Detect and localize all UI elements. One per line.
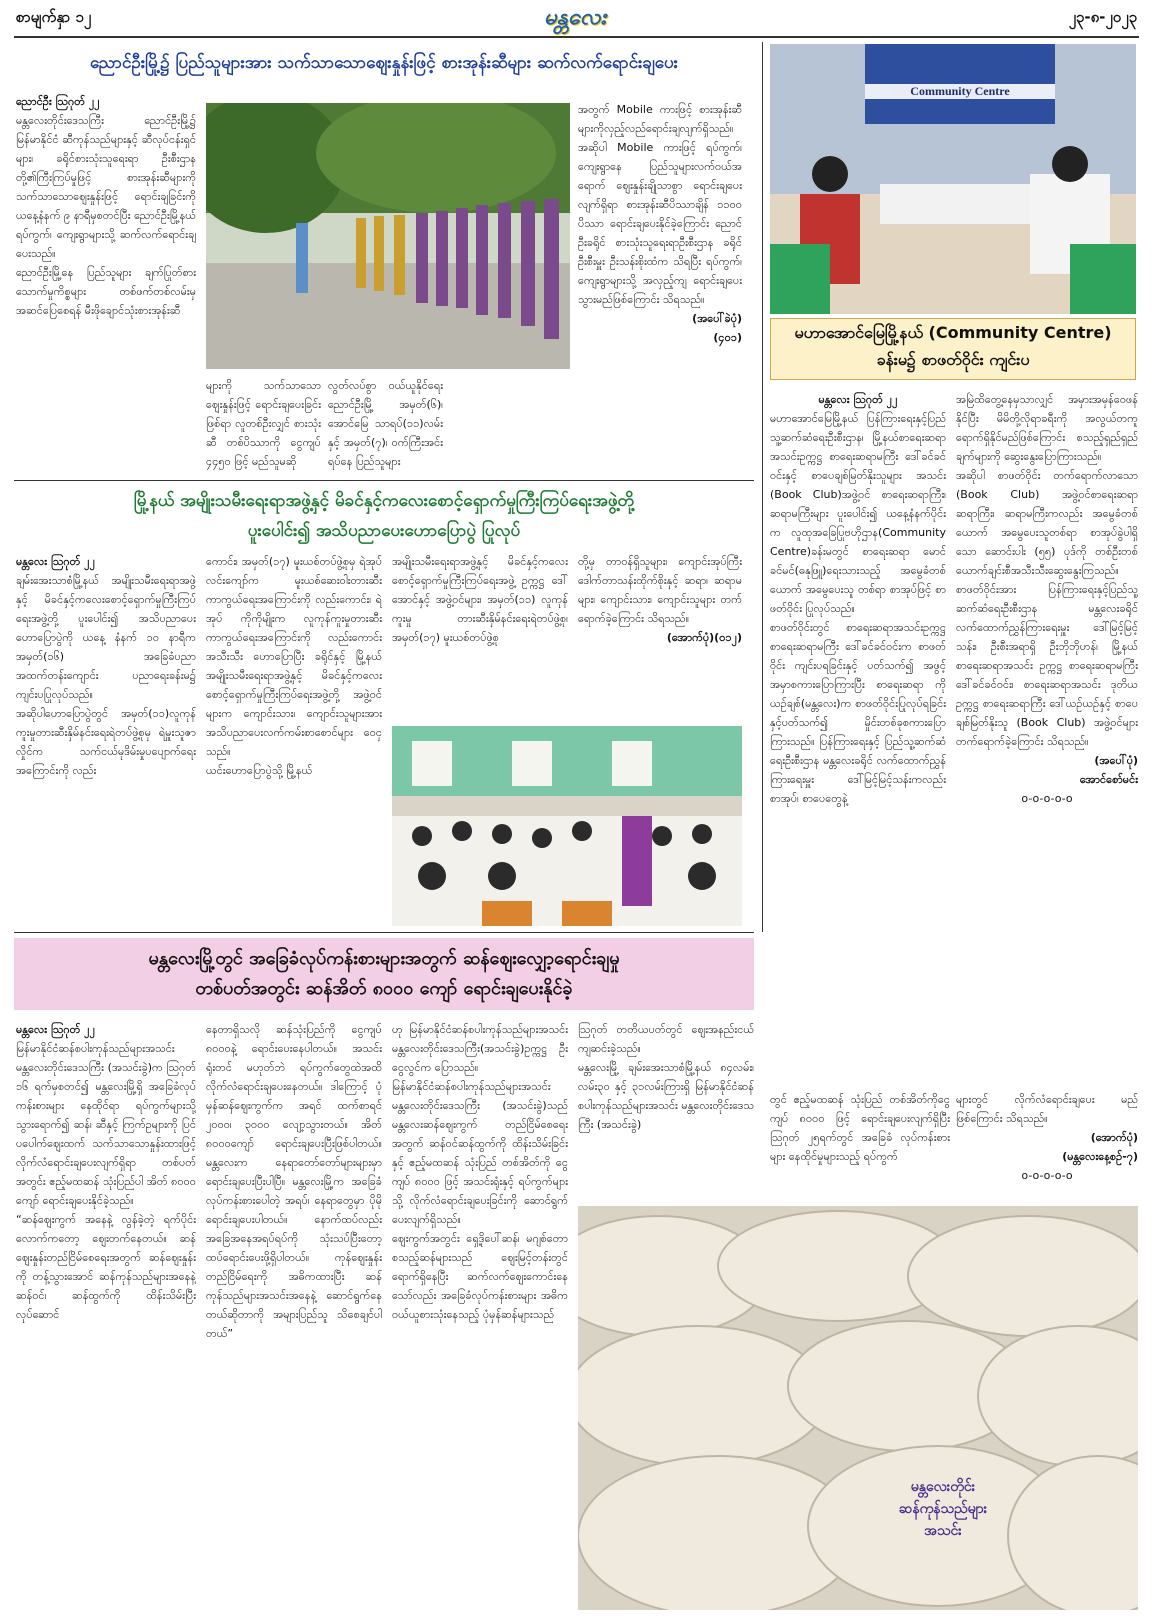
article3-col1b-text: “ဆန်ဈေးကွက် အနေနဲ့ လွန်ခဲ့တဲ့ ရက်ပိုင်းလောက်ကတော့ ဈေးတက်နေတယ်။ ဆန်ဈေးနှုန်းတည်ငြိမ်စေရေးအတွက် ဆန်ဈေးနှုန်းကို တန့်သွားအောင် ဆန်ကုန်သည်များအနေနဲ့ ဆန်ဝင်၊ ဆန်ထွက်ကို ထိန်းသိမ်းပြီး လုပ်ဆောင် — [16, 1213, 196, 1321]
community-banner-text: Community Centre — [865, 84, 1055, 99]
community-col2 — [956, 390, 1138, 1080]
masthead-text: မန္တလေး — [543, 5, 607, 30]
divider-vertical — [762, 42, 763, 932]
article1-credit: (အပေါ်ခဲပုံ) — [692, 312, 742, 325]
article3-col2: နေတာရှိသလို ဆန်သုံးပြည်ကို ငွေကျပ် ၈၀၀၀နဲ့ ရောင်းပေးနေပါတယ်။ အသင်းရုံးတင် မဟုတ်ဘဲ ရပ်ကွက်တွေထဲအထိ လိုက်လံရောင်းချပေးနေတယ်။ ဒါကြောင့် ပုံမှန်ဆန်ဈေးကွက်က အရင် ထက်စာရင် ၂၀၀၀၊ ၃၀၀၀ လျော့သွားတယ်။ အိတ် ၈၀၀၀ကျော် ရောင်းချပေးပြီးဖြစ်ပါတယ်။ မန္တလေးက နေရာတော်တော်များများမှာ ရောင်းချပေးပြီးပါပြီ။ မန္တလေးမြို့က အခြေခံလုပ်ကန်းစားပေါတဲ့ အရပ်၊ နေရာတွေမှာ ပိုမို ရောင်းချပေးပါတယ်။ နောက်ထပ်လည်း အခြေအနေအရပ်ရပ်ကို သုံးသပ်ပြီးတော့ ထပ်ရောင်းပေးဖို့ရှိပါတယ်။ ကုန်ဈေးနှုန်း တည်ငြိမ်ရေးကို အဓိကထားပြီး ဆန်ကုန်သည်များအသင်းအနေနဲ့ ဆောင်ရွက်နေတယ်ဆိုတာကို အများပြည်သူ သိစေချင်ပါတယ်” — [206, 1023, 382, 1340]
article2-credit: (အောက်ပုံ)(၀၁၂) — [666, 631, 742, 644]
article2-col4-text: တို့မှ တာဝန်ရှိသူများ၊ ကျောင်းအုပ်ကြီး ဒေါက်တာသန်းထိုက်စိုးနှင့် ဆရာ၊ ဆရာမများ၊ ကျောင်းသား၊ ကျောင်းသူများ တက်ရောက်ခဲ့ကြောင်း သိရသည်။ — [578, 555, 742, 625]
article2-col3: အမျိုးသမီးရေးရာအဖွဲ့နှင့် မိခင်နှင့်ကလေးစောင့်ရှောက်မှုကြီးကြပ်ရေးအဖွဲ့ ဥက္ကဋ္ဌ ဒေါ်အောင်နှင့် အဖွဲ့ဝင်များ၊ အမှတ်(၁၁) လူကုန်ကူးမှု တားဆီးနှိမ်နင်းရေးရဲတပ်ဖွဲ့စု၊ အမှတ်(၁၇) မူးယစ်တပ်ဖွဲ့စု — [392, 555, 568, 644]
community-col1-text: မဟာအောင်မြေမြို့နယ် ပြန်ကြားရေးနှင့်ပြည်သူ့ဆက်ဆံရေးဦးစီးဌာန၊ မြို့နယ်စာရေးဆရာအသင်းဥက္ကဋ္ဌ စာရေးဆရာမကြီး ဒေါ်ခင်ခင်ဝင်းနှင့် စာပေချစ်မြတ်နိုးသူများ အသင်း (Book Club)အဖွဲ့ဝင် စာရေးဆရာကြီး၊ ဆရာမကြီးများ ပူးပေါင်း၍ ယနေ့နံနက်ပိုင်းက လူထုအခြေပြုဗဟိုဌာန(Community Centre)ခန်းမတွင် စာရေးဆရာ မောင်ခင်မင်(ဓနုဖြူ)ရေးသားသည့် အမွေခံတစ်ယောက် အမွေပေးသူ တစ်ရာ စာအုပ်ဖြင့် စာဖတ်ဝိုင်း ပြုလုပ်သည်။ — [770, 412, 946, 615]
article3-col3-text: ဟု မြန်မာနိုင်ငံဆန်စပါးကုန်သည်များအသင်း မန္တလေးတိုင်းဒေသကြီး(အသင်းခွဲ)ဥက္ကဋ္ဌ ဦးငွေလွင်က ပြောသည်။ — [392, 1023, 568, 1074]
community-caption-line1: မဟာအောင်မြေမြို့နယ် (Community Centre) — [794, 323, 1112, 342]
article3-title-line2: တစ်ပတ်အတွင်း ဆန်အိတ် ၈၀၀၀ ကျော် ရောင်းချပေးနိုင်ခဲ့ — [195, 978, 573, 999]
community-caption-line2: ခန်းမ၌ စာဖတ်ဝိုင်း ကျင်းပ — [876, 350, 1030, 369]
article1-title: ညောင်ဦးမြို့၌ ပြည်သူများအား သက်သာသောဈေးနှုန်းဖြင့် စားအုန်းဆီများ ဆက်လက်ရောင်းချပေး — [90, 53, 678, 73]
article3-col4b-text: မန္တလေးမြို့ ချမ်းအေးသာစံမြို့နယ် ၈၄လမ်း၊ လမ်း၃၀ နှင့် ၃၁လမ်းကြားရှိ မြန်မာနိုင်ငံဆန်စပါးကုန်သည်များအသင်း မန္တလေးတိုင်းဒေသကြီး (အသင်းခွဲ) — [578, 1061, 754, 1131]
bag-label — [868, 1476, 1018, 1542]
article2-title — [14, 486, 754, 546]
community-caption — [770, 318, 1136, 380]
article3-col3 — [392, 1020, 568, 1612]
community-credit: (အပေါ်ပုံ) — [1094, 754, 1138, 767]
community-col2-text: အမြဲထိတွေ့နေမှသာလျှင် အမှားအမှန်ဝေဖန်နိုင်ပြီး မိမိတို့လိုရာခရီးကို အလွယ်တကူ ရောက်ရှိနိုင်မည်ဖြစ်ကြောင်း စသည့်ရှည်ရှည်ချက်များကို ဆွေးနွေးပြောကြားသည်။ — [956, 393, 1138, 463]
article1-col2: များကို သက်သာသောဈေးနှုန်းဖြင့် ရောင်းချပေးခြင်းဖြစ်ရာ လူတစ်ဦးလျှင် စားသုံးဆီ တစ်ပိဿာကို ငွေကျပ် ၄၄၅၀ ဖြင့် မည်သူမဆို — [206, 379, 321, 468]
article2-col2b-text: ယင်းဟောပြောပွဲသို့ မြို့နယ် — [206, 764, 313, 777]
article3-byline: မန္တလေး ဩဂုတ် ၂၂ — [16, 1023, 95, 1036]
bag-label-line3: အသင်း — [924, 1523, 962, 1539]
community-col1 — [770, 390, 946, 1070]
community-photo — [770, 44, 1136, 314]
article3-col3c-text: ဈေးကွက်အတွင်း ရှေ့ဒိုပေါ်ဆန်၊ မဂျစ်တော စသည့်ဆန်များသည် ဈေးမြင့်တန်းတွင် ရောက်ရှိနေပြီး ဆက်လက်ဈေးကောင်းနေသော်လည်း အခြေခံလုပ်ကန်းစားများ အဓိက ဝယ်ယူစားသုံးနေသည့် ပုံမှန်ဆန်များသည် — [392, 1232, 568, 1321]
masthead-logo — [500, 2, 650, 38]
article1-col4-text: အတွက် Mobile ကားဖြင့် စားအုန်းဆီများကိုလှည့်လည်ရောင်းချလျက်ရှိသည်။ အဆိုပါ Mobile ကားဖြင့် ရပ်ကွက်၊ ကျေးရွာနေ ပြည်သူများလက်ဝယ်အရောက် ဈေးနှုန်းချိုသာစွာ ရောင်းချပေးလျက်ရှိရာ စားအုန်းဆီပိဿာချိန် ၁၁၀၀ ပိဿာ ရောင်းချပေးနိုင်ခဲ့ကြောင်း ညောင်ဦးခရိုင် စားသုံးသူရေးရာဦးစီးဌာန ခရိုင်ဦးစီးမှူး ဦးသန်းစိုးထံက သိရပြီး ရပ်ကွက်၊ ကျေးရွာများသို့ အလှည့်ကျ ရောင်းချပေးသွားမည်ဖြစ်ကြောင်း သိရသည်။ — [578, 103, 742, 306]
article1-col1-text: မန္တလေးတိုင်းဒေသကြီး ညောင်ဦးမြို့၌ မြန်မာနိုင်ငံ ဆီကုန်သည်များနှင့် ဆီလုပ်ငန်းရှင်များ၊ ခရိုင်စားသုံးသူရေးရာ ဦးစီးဌာနတို့၏ကြီးကြပ်မှုဖြင့် စားအုန်းဆီများကို သက်သာသောဈေးနှုန်းဖြင့် ရောင်းချခြင်းကို ယနေ့နံနက် ၉ နာရီမှစတင်ပြီး ညောင်ဦးမြို့နယ် ရပ်ကွက်၊ ကျေးရွာများသို့ ဆက်လက်ရောင်းချပေးသည်။ — [16, 114, 196, 260]
article3-col4-text: ဩဂုတ် တတိယပတ်တွင် ဈေးအနည်းငယ် ကျဆင်းခဲ့သည်။ — [578, 1023, 754, 1055]
article3-title-box — [14, 938, 754, 1010]
article3-credit: (အောက်ပုံ) — [1090, 1131, 1138, 1144]
article3-separator: o-o-o-o-o — [1021, 1169, 1073, 1182]
article2-title-line2: ပူးပေါင်း၍ အသိပညာပေးဟောပြောပွဲ ပြုလုပ် — [247, 521, 521, 541]
issue-date: ၂၃-၈-၂၀၂၃ — [1068, 8, 1137, 26]
article2-col2-text: ကောင်း၊ အမှတ်(၁၇) မူးယစ်တပ်ဖွဲ့စုမှ ရဲအုပ် လင်းကျော်က မူးယစ်ဆေးဝါးတားဆီးကာကွယ်ရေးအကြောင်းကို လည်းကောင်း၊ ရဲအုပ် ကိုကိုမျိုးက လူကုန်ကူးမှုတားဆီးကာကွယ်ရေးအကြောင်းကို လည်းကောင်း အသီးသီး ဟောပြောပြီး ခရိုင်နှင့် မြို့နယ် အမျိုးသမီးရေးရာအဖွဲ့နှင့် မိခင်နှင့်ကလေး စောင့်ရှောက်မှုကြီးကြပ်ရေးအဖွဲ့တို့ အဖွဲ့ဝင်များက ကျောင်းသား၊ ကျောင်းသူများအား အသိပညာပေးလက်ကမ်းစာစောင်များ ဝေငှသည်။ — [206, 555, 382, 758]
article3-col6-text: များတွင် လိုက်လံရောင်းချပေး မည်ဖြစ်ကြောင်း သိရသည်။ — [956, 1093, 1138, 1125]
article3-col1-text: မြန်မာနိုင်ငံဆန်စပါးကုန်သည်များအသင်း မန္တလေးတိုင်းဒေသကြီး (အသင်းခွဲ)က ဩဂုတ် ၁၆ ရက်မှစတင်၍ မန္တလေးမြို့ရှိ အခြေခံလုပ်ကန်းစားများ နေထိုင်ရာ ရပ်ကွက်များသို့ သွားရောက်၍ ဆန်၊ ဆီနှင့် ကြက်ဥများကို ပြင်ပပေါက်ဈေးထက် သက်သာသောနှုန်းထားဖြင့် လိုက်လံရောင်းချပေးလျက်ရှိရာ တစ်ပတ်အတွင်း ဧည့်မထဆန် သုံးပြည်ပါ အိတ် ၈၀၀၀ ကျော် ရောင်းချပေးနိုင်ခဲ့သည်။ — [16, 1042, 196, 1207]
rice-bags-photo — [578, 1206, 1138, 1610]
article3-col4 — [578, 1020, 754, 1196]
bag-label-line2: ဆန်ကုန်သည်များ — [898, 1501, 988, 1517]
article3-col5: တွင် ဧည့်မထဆန် သုံးပြည် တစ်အိတ်ကိုငွေကျပ် ၈၀၀၀ ဖြင့် ရောင်းချပေးလျက်ရှိပြီး ဩဂုတ် ၂၅ရက်တွင် အခြေခံ လုပ်ကန်းစားများ နေထိုင်မှုများသည့် ရပ်ကွက် — [770, 1093, 950, 1163]
divider-article2 — [14, 932, 754, 933]
community-col1b-text: စာဖတ်ဝိုင်းတွင် စာရေးဆရာအသင်းဥက္ကဋ္ဌ စာရေးဆရာမကြီး ဒေါ်ခင်ခင်ဝင်းက စာဖတ်ဝိုင်း ကျင်းပရခြင်းနှင့် ပတ်သက်၍ အဖွင့်အမှာစကားပြောကြားပြီး စာရေးဆရာ ကိုယဉ်ချစ်(မန္တလေး)က စာဖတ်ဝိုင်းပြုလုပ်ရခြင်းနှင့်ပတ်သက်၍ မှိုင်းတစ်ခုစကားပြောကြားသည်။ ပြန်ကြားရေးနှင့် ပြည်သူ့ဆက်ဆံရေးဦးစီးဌာန မန္တလေးခရိုင် လက်ထောက်ညွှန်ကြားရေးမှူး ဒေါ်မြင့်မြင့်သန်းကလည်း စာအုပ်၊ စာပေတွေနဲ့ — [770, 621, 946, 805]
bag-label-line1: မန္တလေးတိုင်း — [910, 1479, 976, 1495]
article2-col1 — [16, 552, 196, 928]
article3-col3b-text: မြန်မာနိုင်ငံဆန်စပါးကုန်သည်များအသင်း မန္တလေးတိုင်းဒေသကြီး (အသင်းခွဲ)သည် မန္တလေးဆန်ဈေးကွက် တည်ငြိမ်စေရေးအတွက် ဆန်ဝင်ဆန်ထွက်ကို ထိန်းသိမ်းခြင်းနှင့် ဧည့်မထဆန် သုံးပြည် တစ်အိတ်ကို ငွေကျပ် ၈၀၀၀ ဖြင့် အသင်းရုံးနှင့် ရပ်ကွက်များသို့ လိုက်လံရောင်းချပေးခြင်းကို ဆောင်ရွက်ပေးလျက်ရှိသည်။ — [392, 1080, 568, 1226]
queue-photo — [206, 103, 570, 369]
community-author: အောင်စော်မင်း — [1079, 773, 1138, 786]
article1-col1b-text: ညောင်ဦးမြို့နေ ပြည်သူများ ချက်ပြုတ်စားသောက်မှုကိစ္စများ တစ်ဖက်တစ်လမ်းမှအဆင်ပြေစေရန် မီးဖိုချောင်သုံးစားအုန်းဆီ — [16, 266, 196, 317]
article2-col1-text: ချမ်းအေးသာစံမြို့နယ် အမျိုးသမီးရေးရာအဖွဲ့နှင့် မိခင်နှင့်ကလေးစောင့်ရှောက်မှုကြီးကြပ်ရေးအဖွဲ့တို့ ပူးပေါင်း၍ အသိပညာပေးဟောပြောပွဲကို ယနေ့ နံနက် ၁၀ နာရီက အမှတ်(၁၆) အခြေခံပညာ အထက်တန်းကျောင်း ပညာရေးခန်းမ၌ ကျင်းပပြုလုပ်သည်။ — [16, 574, 196, 701]
article1-col3: လွတ်လပ်စွာ ဝယ်ယူနိုင်ရေး ညောင်ဦးမြို့ အမှတ်(၆)၊ အောင်မြေ သာရပ်(၁၁)လမ်းနှင့် အမှတ်(၇)၊ ဝက်ကြီးအင်းရပ်နေ ပြည်သူများ — [328, 379, 443, 468]
community-separator: o-o-o-o-o — [1021, 792, 1073, 805]
article2-col1b-text: အဆိုပါဟောပြောပွဲတွင် အမှတ်(၁၁)လူကုန်ကူးမှုတားဆီးနှိမ်နင်းရေးရဲတပ်ဖွဲ့စုမှ ရဲမှူးသူဇာလှိုင်က သက်ငယ်မုဒိမ်းမှုပပျောက်ရေးအကြောင်းကို လည်း — [16, 707, 196, 777]
article2-title-line1: မြို့နယ် အမျိုးသမီးရေးရာအဖွဲ့နှင့် မိခင်နှင့်ကလေးစောင့်ရှောက်မှုကြီးကြပ်ရေးအဖွဲ့တို့ — [133, 491, 635, 511]
article2-col4 — [578, 552, 742, 720]
divider-article1 — [14, 480, 754, 481]
community-col2c-text: စာဖတ်ဝိုင်းအား ပြန်ကြားရေးနှင့်ပြည်သူ့ဆက်ဆံရေးဦးစီးဌာန မန္တလေးခရိုင် လက်ထောက်ညွှန်ကြားရေးမှူး ဒေါ်မြင့်မြင့်သန်း၊ ဦးစီးအရာရှိ ဦးဘိုဘိုဟန်၊ မြို့နယ်စာရေးဆရာအသင်း ဥက္ကဋ္ဌ စာရေးဆရာမကြီး ဒေါ်ခင်ခင်ဝင်း၊ စာရေးဆရာအသင်း ဒုတိယဥက္ကဋ္ဌ စာရေးဆရာကြီး ဒေါ်ယဉ်ယဉ်နှင့် စာပေ ချစ်မြတ်နိုးသူ (Book Club) အဖွဲ့ဝင်များ တက်ရောက်ခဲ့ကြောင်း သိရသည်။ — [956, 583, 1138, 748]
article3-col1 — [16, 1020, 196, 1612]
article1-code: (၄၀၁) — [713, 331, 742, 344]
community-col2b-text: အဆိုပါ စာဖတ်ဝိုင်း တက်ရောက်လာသော (Book Club) အဖွဲ့ဝင်စာရေးဆရာ ဆရာကြီး၊ ဆရာမကြီးကလည်း အမွေခံတစ်ယောက် အမွေပေးသူတစ်ရာ စာအုပ်ခွဲပါရှိသော ဆောင်းပါး (၅၅) ပုဒ်ကို တစ်ဦးတစ်ယောက်ချင်းစီအသီးသီးဆွေးနွေးကြသည်။ — [956, 469, 1138, 577]
article1-col1 — [16, 92, 196, 470]
classroom-photo — [392, 726, 742, 926]
article3-title-line1: မန္တလေးမြို့တွင် အခြေခံလုပ်ကန်းစားများအတွက် ဆန်ဈေးလျှော့ရောင်းချမှု — [148, 948, 620, 969]
article3-source: (မန္တလေးနေ့စဉ်-၇) — [1062, 1150, 1138, 1163]
article3-col6 — [956, 1090, 1138, 1198]
article1-byline: ညောင်ဦး ဩဂုတ် ၂၂ — [16, 95, 100, 108]
article2-byline: မန္တလေး ဩဂုတ် ၂၂ — [16, 555, 95, 568]
header-rule — [14, 36, 1139, 38]
article2-col2 — [206, 552, 382, 928]
page-number: စာမျက်နှာ ၁၂ — [16, 8, 92, 26]
article1-col4 — [578, 100, 742, 472]
community-byline: မန္တလေး ဩဂုတ် ၂၂ — [818, 393, 898, 406]
